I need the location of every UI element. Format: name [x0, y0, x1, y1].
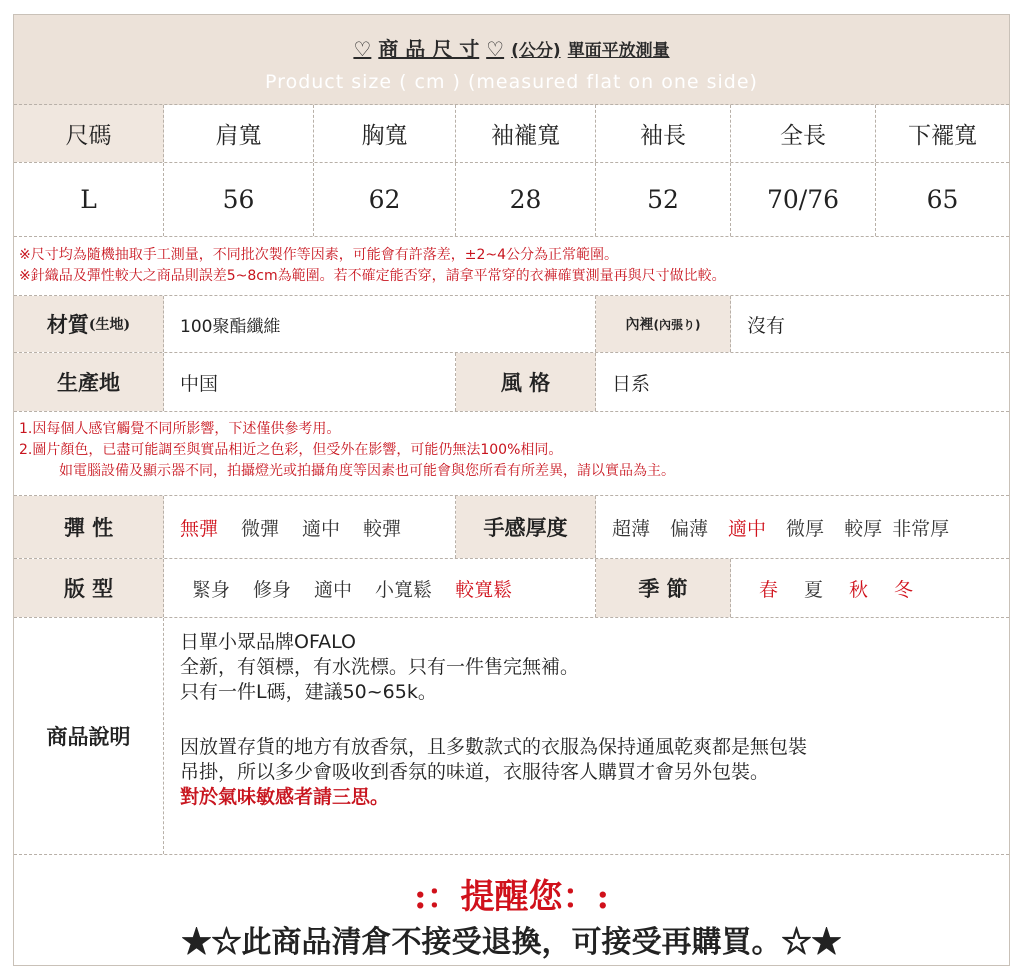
title-method: 單面平放測量 [567, 41, 670, 61]
description-body [164, 618, 1009, 854]
size-note-1: ※尺寸均為隨機抽取手工測量，不同批次製作等因素，可能會有許落差，±2~4公分為正常範圍。 [19, 247, 619, 263]
fit-options [164, 559, 596, 617]
fit-option-tight: 緊身 [192, 578, 231, 601]
style-value: 日系 [612, 372, 651, 395]
color-note-3: 如電腦設備及顯示器不同，拍攝燈光或拍攝角度等因素也可能會與您所看有所差異，請以實品為主。 [59, 463, 675, 479]
description-line-1: 日單小眾品牌OFALO [180, 631, 357, 653]
heart-right-icon: ♡ [486, 37, 505, 61]
lining-label-main: 內裡 [625, 317, 654, 333]
description-row [14, 618, 1009, 855]
size-header-row [14, 105, 1009, 163]
value-armhole: 28 [456, 163, 596, 236]
thickness-option-thick: 較厚 [844, 517, 883, 540]
elasticity-option-medium: 適中 [302, 517, 341, 540]
season-winter: 冬 [894, 578, 914, 601]
material-value: 100聚酯纖維 [164, 296, 596, 352]
title-english: Product size ( cm ) (measured flat on one side) [265, 71, 758, 93]
value-shoulder: 56 [164, 163, 314, 236]
material-label-sub: (生地) [88, 317, 131, 333]
value-size: L [14, 163, 164, 236]
heart-left-icon: ♡ [353, 37, 372, 61]
thickness-option-ultra-thin: 超薄 [612, 517, 651, 540]
elasticity-option-slight: 微彈 [241, 517, 280, 540]
reminder-title: :：提醒您：: [413, 877, 610, 917]
size-notes [14, 237, 1009, 296]
origin-row [14, 353, 1009, 412]
season-options [731, 559, 1009, 617]
header-length: 全長 [731, 105, 876, 162]
title-unit: (公分) [511, 41, 561, 61]
style-label: 風 格 [456, 353, 596, 411]
description-line-4: 因放置存貨的地方有放香氛，且多數款式的衣服為保持通風乾爽都是無包裝 [180, 736, 808, 758]
fit-label: 版 型 [14, 559, 164, 617]
size-note-2: ※針織品及彈性較大之商品則誤差5~8cm為範圍。若不確定能否穿，請拿平常穿的衣褲確實測量再與尺寸做比較。 [19, 268, 726, 284]
color-note-1: 1.因每個人感官觸覺不同所影響，下述僅供參考用。 [19, 421, 341, 437]
size-value-row [14, 163, 1009, 237]
title-banner [14, 15, 1009, 105]
origin-label: 生產地 [14, 353, 164, 411]
elasticity-label: 彈 性 [14, 496, 164, 558]
fit-option-loose: 小寬鬆 [375, 578, 433, 601]
season-autumn: 秋 [849, 578, 869, 601]
season-summer: 夏 [804, 578, 824, 601]
header-chest: 胸寬 [314, 105, 456, 162]
reminder-section [14, 855, 1009, 965]
season-label: 季 節 [596, 559, 731, 617]
material-label-main: 材質 [46, 312, 89, 337]
elasticity-options [164, 496, 456, 558]
header-hem: 下襬寬 [908, 123, 977, 149]
color-notes [14, 412, 1009, 496]
title-chinese [14, 33, 1009, 62]
thickness-option-thin: 偏薄 [670, 517, 709, 540]
lining-label-sub: (內張り) [653, 317, 701, 332]
thickness-option-medium: 適中 [728, 517, 767, 540]
lining-value: 沒有 [747, 314, 786, 337]
thickness-option-very-thick: 非常厚 [892, 517, 950, 540]
elasticity-option-none: 無彈 [180, 517, 219, 540]
value-chest: 62 [314, 163, 456, 236]
origin-value: 中国 [164, 353, 456, 411]
fit-option-regular: 適中 [314, 578, 353, 601]
value-hem: 65 [926, 185, 959, 214]
description-spacer [180, 705, 1009, 735]
description-line-2: 全新，有領標，有水洗標。只有一件售完無補。 [180, 656, 580, 678]
value-length: 70/76 [731, 163, 876, 236]
elasticity-row [14, 496, 1009, 559]
thickness-options [596, 496, 1009, 558]
thickness-option-slightly-thick: 微厚 [786, 517, 825, 540]
fit-row [14, 559, 1009, 618]
reminder-message: ★☆此商品清倉不接受退換，可接受再購買。☆★ [181, 925, 842, 960]
elasticity-option-high: 較彈 [363, 517, 402, 540]
title-main: 商 品 尺 寸 [378, 37, 480, 61]
value-sleeve: 52 [596, 163, 731, 236]
description-line-3: 只有一件L碼，建議50~65k。 [180, 681, 437, 703]
description-warning: 對於氣味敏感者請三思。 [180, 786, 390, 808]
header-armhole: 袖襱寬 [456, 105, 596, 162]
material-label [14, 296, 164, 352]
season-spring: 春 [759, 578, 779, 601]
description-label: 商品說明 [14, 618, 164, 854]
thickness-label: 手感厚度 [456, 496, 596, 558]
color-note-2: 2.圖片顏色，已盡可能調至與實品相近之色彩，但受外在影響，可能仍無法100%相同。 [19, 442, 563, 458]
material-row [14, 296, 1009, 353]
header-sleeve: 袖長 [596, 105, 731, 162]
lining-label [596, 296, 731, 352]
fit-option-slim: 修身 [253, 578, 292, 601]
fit-option-very-loose: 較寬鬆 [455, 578, 513, 601]
description-line-5: 吊掛，所以多少會吸收到香氛的味道，衣服待客人購買才會另外包裝。 [180, 761, 770, 783]
size-chart-sheet [13, 14, 1010, 966]
header-size: 尺碼 [14, 105, 164, 162]
header-shoulder: 肩寬 [164, 105, 314, 162]
